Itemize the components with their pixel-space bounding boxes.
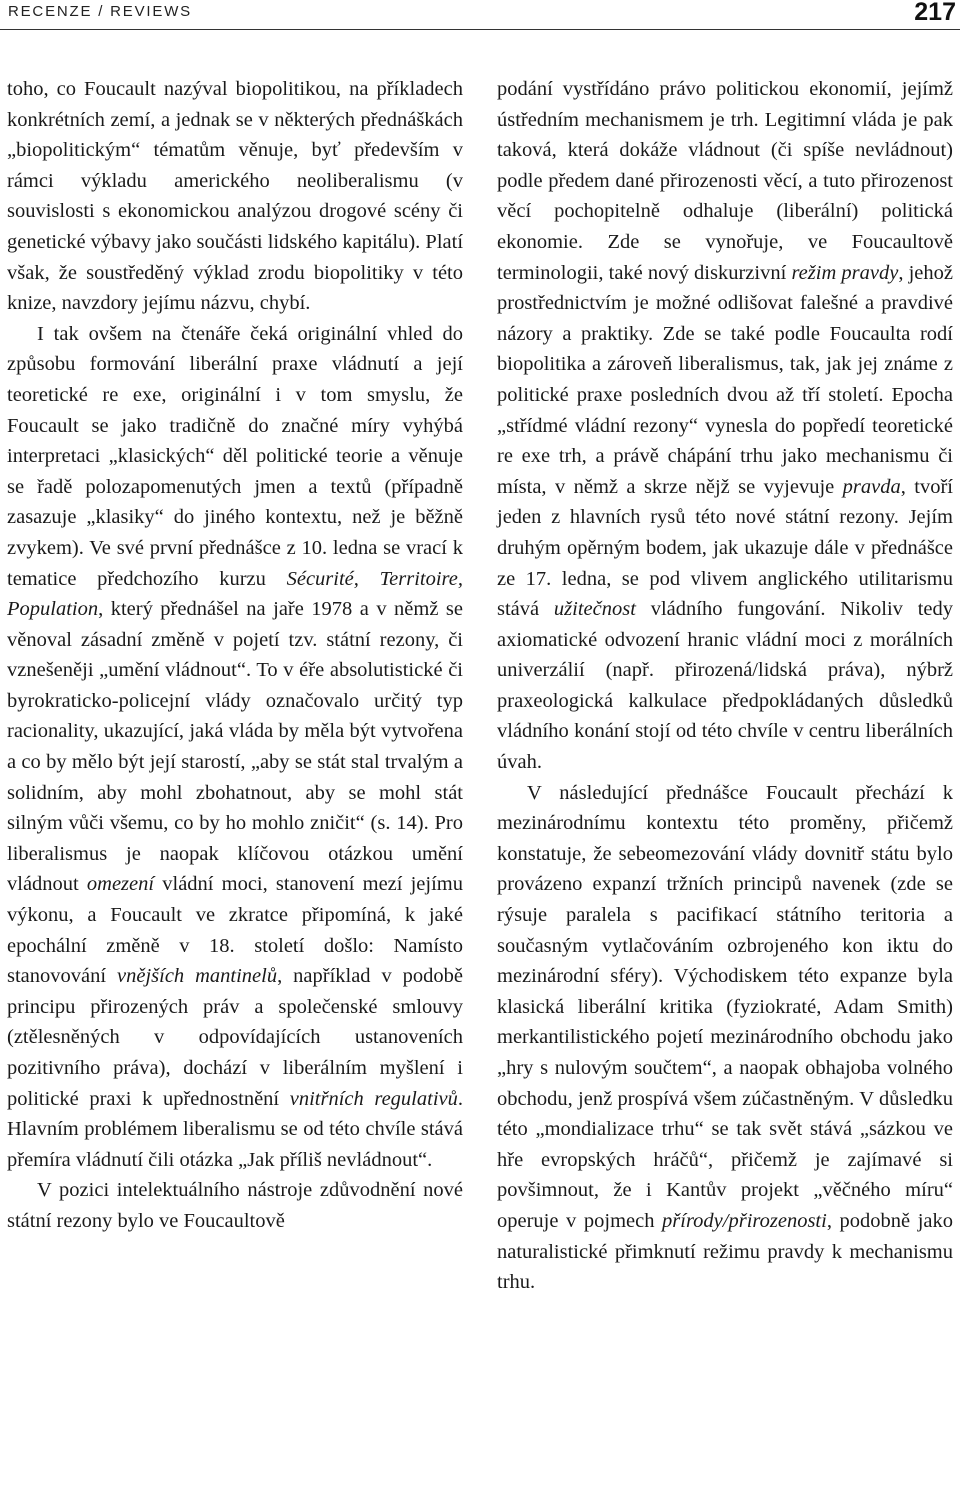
paragraph-1: toho, co Foucault nazýval biopolitikou, na příkladech konkrétních zemí, a jednak se v některých přednáškách „biopolitickým“ tématům věnuje, byť především v rámci výkladu amerického neoliberalismu (v souvislosti s ekonomickou analýzou drogové scény či genetické výbavy jako součásti lidského kapitálu). Platí však, že soustředěný výklad zrodu biopolitiky v této knize, navzdory jejímu názvu, chybí. [7, 78, 464, 315]
italic-term: omezení [86, 873, 155, 896]
italic-term: pravda [842, 475, 901, 498]
left-column [7, 74, 463, 1237]
paragraph-5: V následující přednášce Foucault přechází k mezinárodnímu kontextu této proměny, přičemž konstatuje, že sebeomezování vlády dovnitř státu bylo provázeno expanzí tržních principů navenek (zde se rýsuje paralela s pacifikací státního teritoria a současným vytlačováním ozbrojeného kon iktu do mezinárodní sféry). Východiskem této expanze byla klasická liberální kritika (fyziokraté, Adam Smith) merkantilistického pojetí mezinárodního obchodu jako „hry s nulovým součtem“, a naopak obhajoba volného obchodu, jenž prospívá všem zúčastněným. V důsledku této „mondializace trhu“ se tak svět stává „sázkou ve hře evropských hráčů“, přičemž je zajímavé si povšimnout, že i Kantův projekt „věčného míru“ operuje v pojmech přírody/přirozenosti, podobně jako naturalistické přimknutí režimu pravdy k mechanismu trhu. [497, 781, 953, 1294]
italic-term: režim pravdy [791, 261, 899, 284]
paragraph-3: V pozici intelektuálního nástroje zdůvodnění nové státní rezony bylo ve Foucaultově [7, 1179, 463, 1232]
section-title: RECENZE / REVIEWS [8, 3, 192, 20]
running-header [0, 0, 960, 30]
italic-term: přírody/přirozenosti [662, 1209, 827, 1232]
italic-term: vnitřních regulativů [289, 1087, 458, 1110]
paragraph-2: I tak ovšem na čtenáře čeká originální vhled do způsobu formování liberální praxe vládnutí a její teoretické re exe, originální i v tom smyslu, že Foucault se jako tradičně do značné míry vyhýbá interpretaci „klasických“ děl politické teorie a věnuje se řadě polozapomenutých jmen a textů (případně zasazuje „klasiky“ do jiného kontextu, než je běžně zvykem). Ve své první přednášce z 10. ledna se vrací k tematice předchozího kurzu Sécurité, Territoire, Population, který přednášel na jaře 1978 a v němž se věnoval zásadní změně v pojetí tzv. státní rezony, či vznešeněji „umění vládnout“. To v éře absolutistické či byrokraticko-policejní vlády označovalo určitý typ racionality, ukazující, jaká vláda by měla být vytvořena a co by mělo být její starostí, „aby se stát stal trvalým a solidním, aby mohl zbohatnout, aby se mohl stát silným vůči všemu, co by ho mohlo zničit“ (s. 14). Pro liberalismus je naopak klíčovou otázkou umění vládnout omezení vládní moci, stanovení mezí jejímu výkonu, a Foucault ve zkratce připomíná, k jaké epochální změně v 18. století došlo: Namísto stanovování vnějších mantinelů, například v podobě principu přirozených práv a společenské smlouvy (ztělesněných v odpovídajících ustanoveních pozitivního práva), dochází v liberálním myšlení i politické praxi k upřednostnění vnitřních regulativů. Hlavním problémem liberalismu se od této chvíle stává přemíra vládnutí čili otázka „Jak příliš nevládnout“. [7, 322, 464, 1171]
page-number: 217 [914, 0, 956, 26]
italic-term: užitečnost [553, 598, 636, 621]
italic-term: vnějších mantinelů [117, 965, 278, 988]
header-divider [0, 29, 960, 30]
paragraph-4: podání vystřídáno právo politickou ekonomií, jejímž ústředním mechanismem je trh. Legitimní vláda je pak taková, která dokáže vládnout (či spíše nevládnout) podle předem dané přirozenosti věcí, a tuto přirozenost věcí pochopitelně odhaluje (liberální) politická ekonomie. Zde se vynořuje, ve Foucaultově terminologii, také nový diskurzivní režim pravdy, jehož prostřednictvím je možné odlišovat falešné a pravdivé názory a praktiky. Zde se také podle Foucaulta rodí biopolitika a zároveň liberalismus, tak, jak jej známe z politické praxe posledních dvou až tří století. Epocha „střídmé vládní rezony“ vynesla do popředí teoretické re exe trh, a právě chápání trhu jako mechanismu či místa, v němž a skrze nějž se vyjevuje pravda, tvoří jeden z hlavních rysů této nové státní rezony. Jejím druhým opěrným bodem, jak ukazuje dále v přednášce ze 17. ledna, se pod vlivem anglického utilitarismu stává užitečnost vládního fungování. Nikoliv tedy axiomatické odvození hranic vládní moci z morálních univerzálií (např. přirozená/lidská práva), nýbrž praxeologická kalkulace předpokládaných důsledků vládního konání stojí od této chvíle v centru liberálních úvah. [497, 78, 954, 774]
right-column [497, 74, 953, 1298]
italic-title: Sécurité, Territoire, Population [7, 567, 463, 621]
